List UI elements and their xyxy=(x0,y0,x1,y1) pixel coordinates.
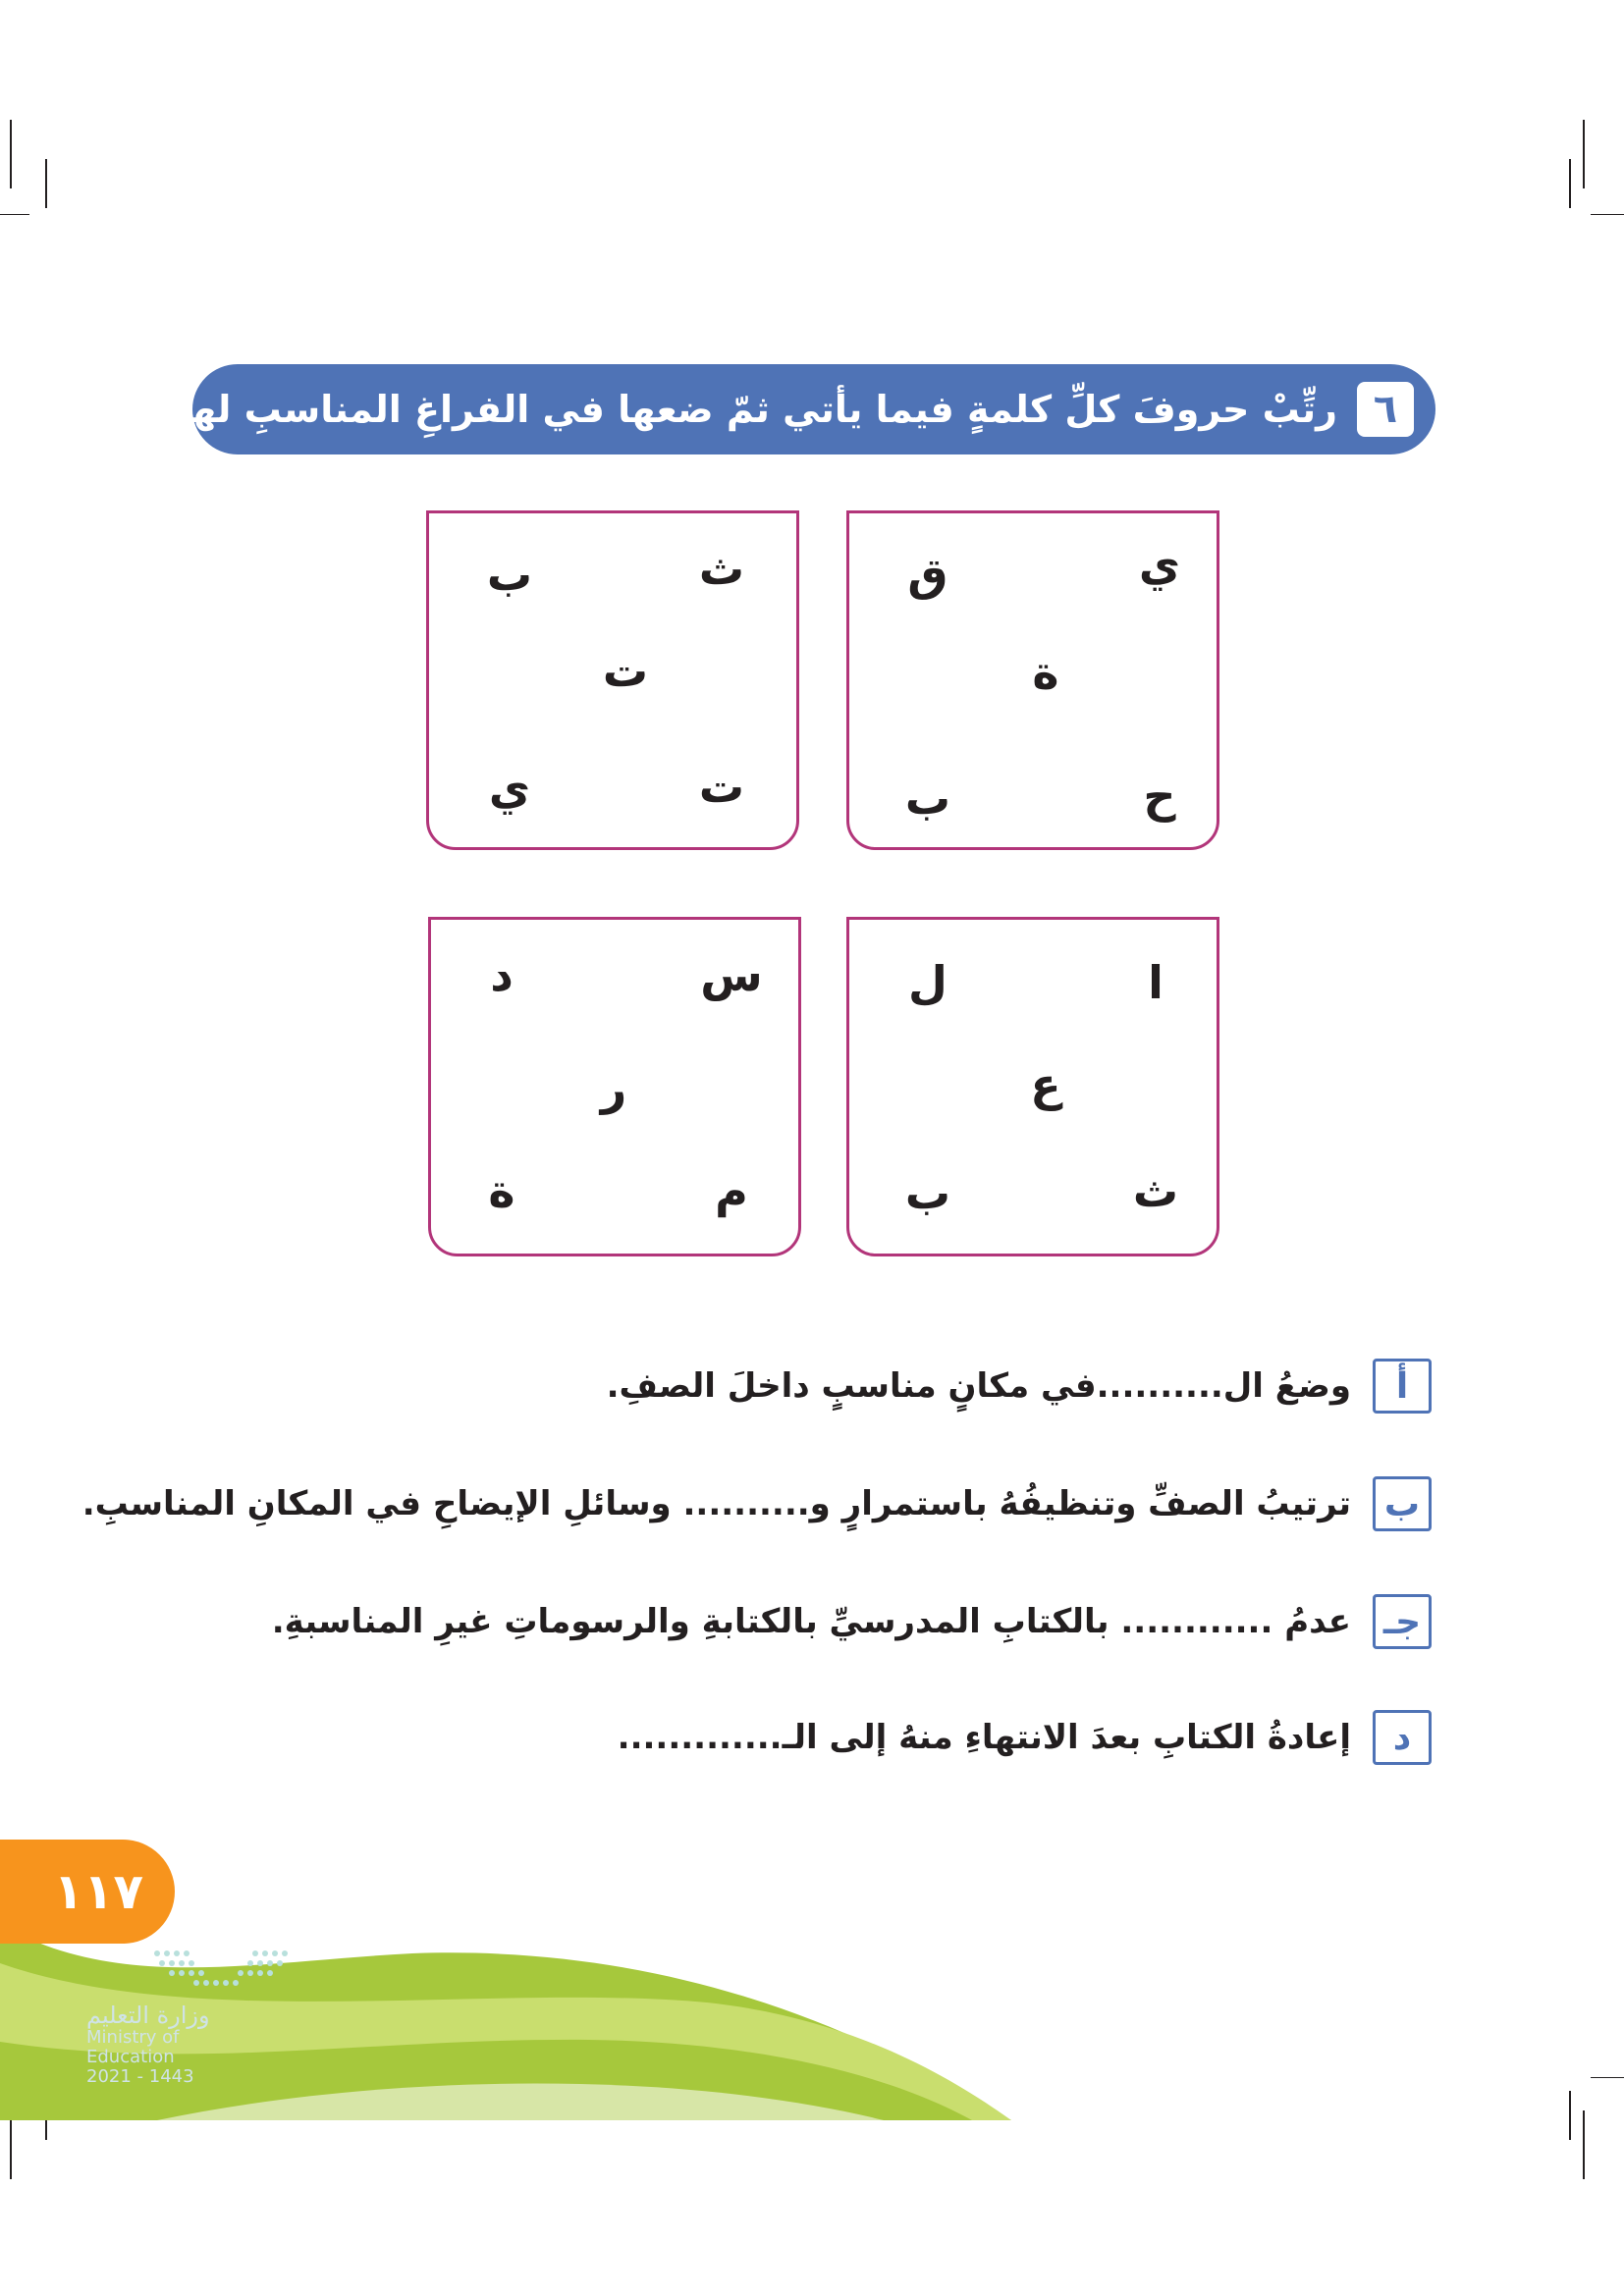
letter: ل xyxy=(908,956,947,1009)
question-a xyxy=(607,1355,1432,1417)
letter: ث xyxy=(1132,1164,1179,1217)
question-b xyxy=(82,1472,1432,1535)
question-text: ترتيبُ الصفِّ وتنظيفُهُ باستمرارٍ و.......... وسائلِ الإيضاحِ في المكانِ المناسبِ. xyxy=(81,1484,1351,1523)
logo-line: 2021 - 1443 xyxy=(86,2065,194,2087)
letter: ة xyxy=(1032,646,1059,699)
exercise-instruction: رتِّبْ حروفَ كلِّ كلمةٍ فيما يأتي ثمّ ضعها في الفراغِ المناسبِ لها : xyxy=(150,388,1337,431)
crop-mark xyxy=(1583,120,1585,188)
crop-mark xyxy=(10,120,12,188)
letter: ي xyxy=(1138,538,1181,591)
question-text: عدمُ ............ بالكتابِ المدرسيِّ بالكتابةِ والرسوماتِ غيرِ المناسبةِ. xyxy=(271,1602,1351,1641)
letter: ر xyxy=(600,1062,627,1115)
page-number: ١١٧ xyxy=(0,1840,175,1944)
letter-box-top-left xyxy=(426,510,799,850)
letter: ب xyxy=(904,772,951,825)
exercise-number: ٦ xyxy=(1357,382,1414,437)
ministry-logo-text xyxy=(86,2002,244,2087)
question-d xyxy=(618,1706,1432,1769)
question-label: د xyxy=(1373,1710,1432,1765)
letter: د xyxy=(490,948,514,1001)
letter-box-bottom-left xyxy=(428,917,801,1256)
letter: ق xyxy=(907,548,948,601)
letter: ح xyxy=(1143,770,1176,823)
exercise-header xyxy=(150,364,1435,454)
letter-box-bottom-right xyxy=(846,917,1219,1256)
ministry-logo-dots xyxy=(147,1946,295,1995)
crop-mark xyxy=(1569,2091,1571,2140)
letter: م xyxy=(715,1164,748,1217)
letter: ت xyxy=(698,760,745,813)
crop-mark xyxy=(1569,159,1571,208)
letter: ي xyxy=(488,762,531,815)
crop-mark xyxy=(10,2110,12,2179)
letter: س xyxy=(700,948,763,1001)
crop-mark xyxy=(1583,2110,1585,2179)
letter: ع xyxy=(1030,1058,1061,1111)
letter: ب xyxy=(486,548,533,601)
letter: ا xyxy=(1148,956,1164,1009)
question-text: إعادةُ الكتابِ بعدَ الانتهاءِ منهُ إلى الـ............. xyxy=(617,1718,1351,1757)
question-text: وضعُ ال..........في مكانٍ مناسبٍ داخلَ الصفِ. xyxy=(606,1366,1351,1406)
letter: ث xyxy=(698,542,745,595)
letter: ت xyxy=(602,644,649,697)
crop-mark xyxy=(1591,2077,1624,2078)
crop-mark xyxy=(0,214,29,215)
question-label: ب xyxy=(1373,1476,1432,1531)
question-label: أ xyxy=(1373,1359,1432,1414)
letter-box-top-right xyxy=(846,510,1219,850)
logo-line: وزارة التعليم xyxy=(86,2002,210,2029)
letter: ة xyxy=(488,1164,515,1217)
question-c xyxy=(272,1590,1432,1653)
letter: ب xyxy=(904,1166,951,1219)
question-label: جـ xyxy=(1373,1594,1432,1649)
crop-mark xyxy=(45,159,47,208)
crop-mark xyxy=(1591,214,1624,215)
logo-line: Ministry of Education xyxy=(86,2027,180,2068)
